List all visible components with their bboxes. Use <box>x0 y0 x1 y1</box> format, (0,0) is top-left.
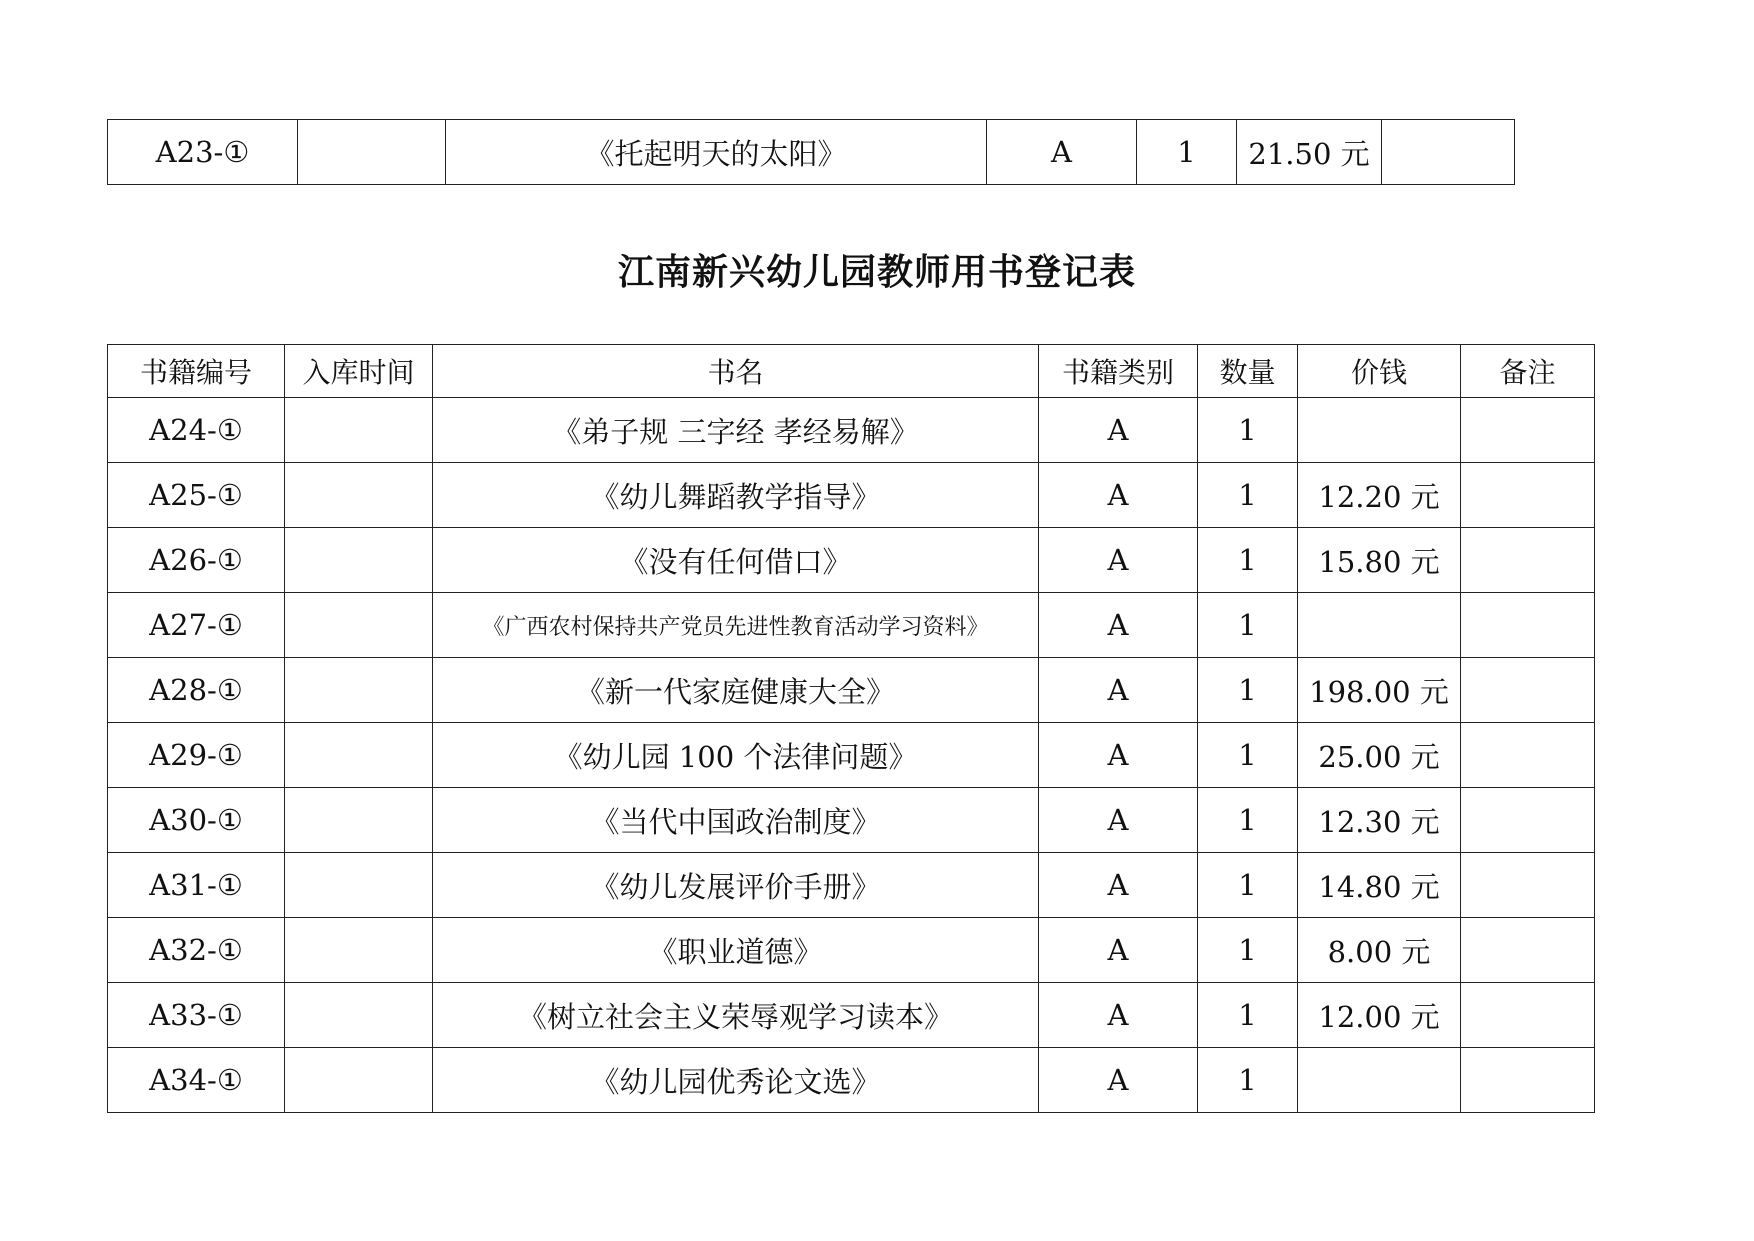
storage-date-cell <box>285 853 433 918</box>
storage-date-cell <box>285 983 433 1048</box>
quantity-cell: 1 <box>1198 983 1298 1048</box>
quantity-cell: 1 <box>1198 398 1298 463</box>
table-row <box>108 853 1595 918</box>
book-category-cell: A <box>1039 918 1198 983</box>
table-row <box>108 528 1595 593</box>
book-category-cell: A <box>1039 658 1198 723</box>
note-cell <box>1461 918 1595 983</box>
note-cell <box>1461 853 1595 918</box>
note-cell <box>1461 658 1595 723</box>
book-title-cell: 《幼儿园 100 个法律问题》 <box>433 723 1039 788</box>
book-title-cell: 《新一代家庭健康大全》 <box>433 658 1039 723</box>
previous-page-table <box>107 119 1515 185</box>
storage-date-cell <box>285 723 433 788</box>
book-category-cell: A <box>1039 788 1198 853</box>
book-id-cell: A30-① <box>108 788 285 853</box>
book-id-cell: A33-① <box>108 983 285 1048</box>
book-category-cell: A <box>1039 723 1198 788</box>
header-storage-date: 入库时间 <box>285 345 433 398</box>
book-title-cell: 《树立社会主义荣辱观学习读本》 <box>433 983 1039 1048</box>
storage-date-cell <box>285 918 433 983</box>
table-header-row <box>108 345 1595 398</box>
price-cell: 12.20 元 <box>1298 463 1461 528</box>
quantity-cell: 1 <box>1198 528 1298 593</box>
price-cell <box>1298 593 1461 658</box>
table-row <box>108 788 1595 853</box>
price-cell: 14.80 元 <box>1298 853 1461 918</box>
quantity-cell: 1 <box>1198 593 1298 658</box>
quantity-cell: 1 <box>1198 853 1298 918</box>
book-id-cell: A29-① <box>108 723 285 788</box>
table-row <box>108 918 1595 983</box>
book-title-cell: 《职业道德》 <box>433 918 1039 983</box>
storage-date-cell <box>285 1048 433 1113</box>
book-title-cell: 《托起明天的太阳》 <box>446 120 987 185</box>
storage-date-cell <box>285 788 433 853</box>
book-category-cell: A <box>1039 463 1198 528</box>
book-category-cell: A <box>1039 528 1198 593</box>
quantity-cell: 1 <box>1198 1048 1298 1113</box>
book-id-cell: A27-① <box>108 593 285 658</box>
table-row <box>108 463 1595 528</box>
header-quantity: 数量 <box>1198 345 1298 398</box>
storage-date-cell <box>298 120 446 185</box>
header-note: 备注 <box>1461 345 1595 398</box>
book-title-cell: 《当代中国政治制度》 <box>433 788 1039 853</box>
price-cell: 12.00 元 <box>1298 983 1461 1048</box>
book-title-cell: 《广西农村保持共产党员先进性教育活动学习资料》 <box>433 593 1039 658</box>
book-category-cell: A <box>1039 1048 1198 1113</box>
quantity-cell: 1 <box>1198 788 1298 853</box>
table-row <box>108 983 1595 1048</box>
price-cell: 15.80 元 <box>1298 528 1461 593</box>
book-title-cell: 《幼儿舞蹈教学指导》 <box>433 463 1039 528</box>
note-cell <box>1382 120 1515 185</box>
quantity-cell: 1 <box>1198 723 1298 788</box>
book-id-cell: A26-① <box>108 528 285 593</box>
book-category-cell: A <box>987 120 1137 185</box>
book-id-cell: A32-① <box>108 918 285 983</box>
book-id-cell: A25-① <box>108 463 285 528</box>
quantity-cell: 1 <box>1137 120 1237 185</box>
book-category-cell: A <box>1039 398 1198 463</box>
table-row <box>108 658 1595 723</box>
header-book-id: 书籍编号 <box>108 345 285 398</box>
price-cell <box>1298 1048 1461 1113</box>
table-row <box>108 593 1595 658</box>
note-cell <box>1461 593 1595 658</box>
price-cell: 21.50 元 <box>1237 120 1382 185</box>
note-cell <box>1461 463 1595 528</box>
price-cell: 8.00 元 <box>1298 918 1461 983</box>
table-row <box>108 398 1595 463</box>
book-title-cell: 《弟子规 三字经 孝经易解》 <box>433 398 1039 463</box>
note-cell <box>1461 528 1595 593</box>
quantity-cell: 1 <box>1198 463 1298 528</box>
price-cell <box>1298 398 1461 463</box>
header-price: 价钱 <box>1298 345 1461 398</box>
book-category-cell: A <box>1039 983 1198 1048</box>
note-cell <box>1461 723 1595 788</box>
book-id-cell: A31-① <box>108 853 285 918</box>
header-book-category: 书籍类别 <box>1039 345 1198 398</box>
storage-date-cell <box>285 593 433 658</box>
quantity-cell: 1 <box>1198 918 1298 983</box>
book-title-cell: 《没有任何借口》 <box>433 528 1039 593</box>
price-cell: 12.30 元 <box>1298 788 1461 853</box>
book-id-cell: A28-① <box>108 658 285 723</box>
book-id-cell: A23-① <box>108 120 298 185</box>
quantity-cell: 1 <box>1198 658 1298 723</box>
book-title-cell: 《幼儿发展评价手册》 <box>433 853 1039 918</box>
note-cell <box>1461 398 1595 463</box>
book-category-cell: A <box>1039 853 1198 918</box>
price-cell: 198.00 元 <box>1298 658 1461 723</box>
storage-date-cell <box>285 528 433 593</box>
page-title: 江南新兴幼儿园教师用书登记表 <box>617 251 1136 293</box>
book-category-cell: A <box>1039 593 1198 658</box>
storage-date-cell <box>285 463 433 528</box>
price-cell: 25.00 元 <box>1298 723 1461 788</box>
note-cell <box>1461 788 1595 853</box>
book-title-cell: 《幼儿园优秀论文选》 <box>433 1048 1039 1113</box>
book-register-table <box>107 344 1595 1113</box>
note-cell <box>1461 983 1595 1048</box>
table-row <box>108 1048 1595 1113</box>
table-row <box>108 723 1595 788</box>
book-id-cell: A34-① <box>108 1048 285 1113</box>
storage-date-cell <box>285 398 433 463</box>
storage-date-cell <box>285 658 433 723</box>
note-cell <box>1461 1048 1595 1113</box>
table-row <box>108 120 1515 185</box>
book-id-cell: A24-① <box>108 398 285 463</box>
header-book-title: 书名 <box>433 345 1039 398</box>
